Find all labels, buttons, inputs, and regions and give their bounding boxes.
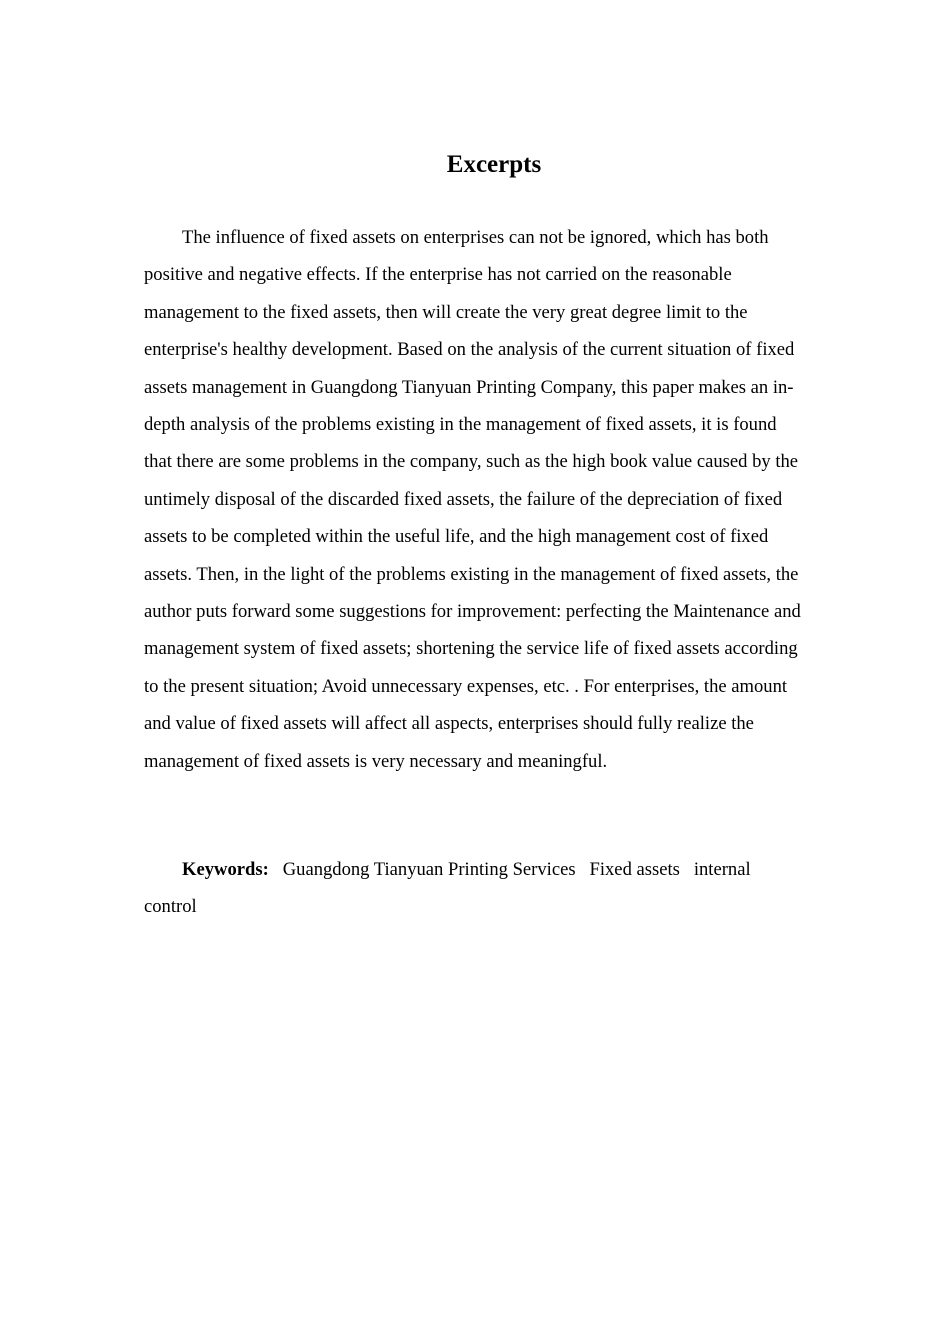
keywords-line	[144, 851, 804, 926]
keywords-list: Guangdong Tianyuan Printing Services Fixed assets internal control	[144, 859, 756, 918]
abstract-paragraph: The influence of fixed assets on enterprises can not be ignored, which has both positive and negative effects. If the enterprise has not carried on the reasonable management to the fixed assets, then will create the very great degree limit to the enterprise's healthy development. Based on the analysis of the current situation of fixed assets management in Guangdong Tianyuan Printing Company, this paper makes an in-depth analysis of the problems existing in the management of fixed assets, it is found that there are some problems in the company, such as the high book value caused by the untimely disposal of the discarded fixed assets, the failure of the depreciation of fixed assets to be completed within the useful life, and the high management cost of fixed assets. Then, in the light of the problems existing in the management of fixed assets, the author puts forward some suggestions for improvement: perfecting the Maintenance and management system of fixed assets; shortening the service life of fixed assets according to the present situation; Avoid unnecessary expenses, etc. . For enterprises, the amount and value of fixed assets will affect all aspects, enterprises should fully realize the management of fixed assets is very necessary and meaningful.	[144, 227, 801, 772]
keywords-label: Keywords:	[182, 859, 269, 880]
page-title: Excerpts	[446, 151, 542, 178]
